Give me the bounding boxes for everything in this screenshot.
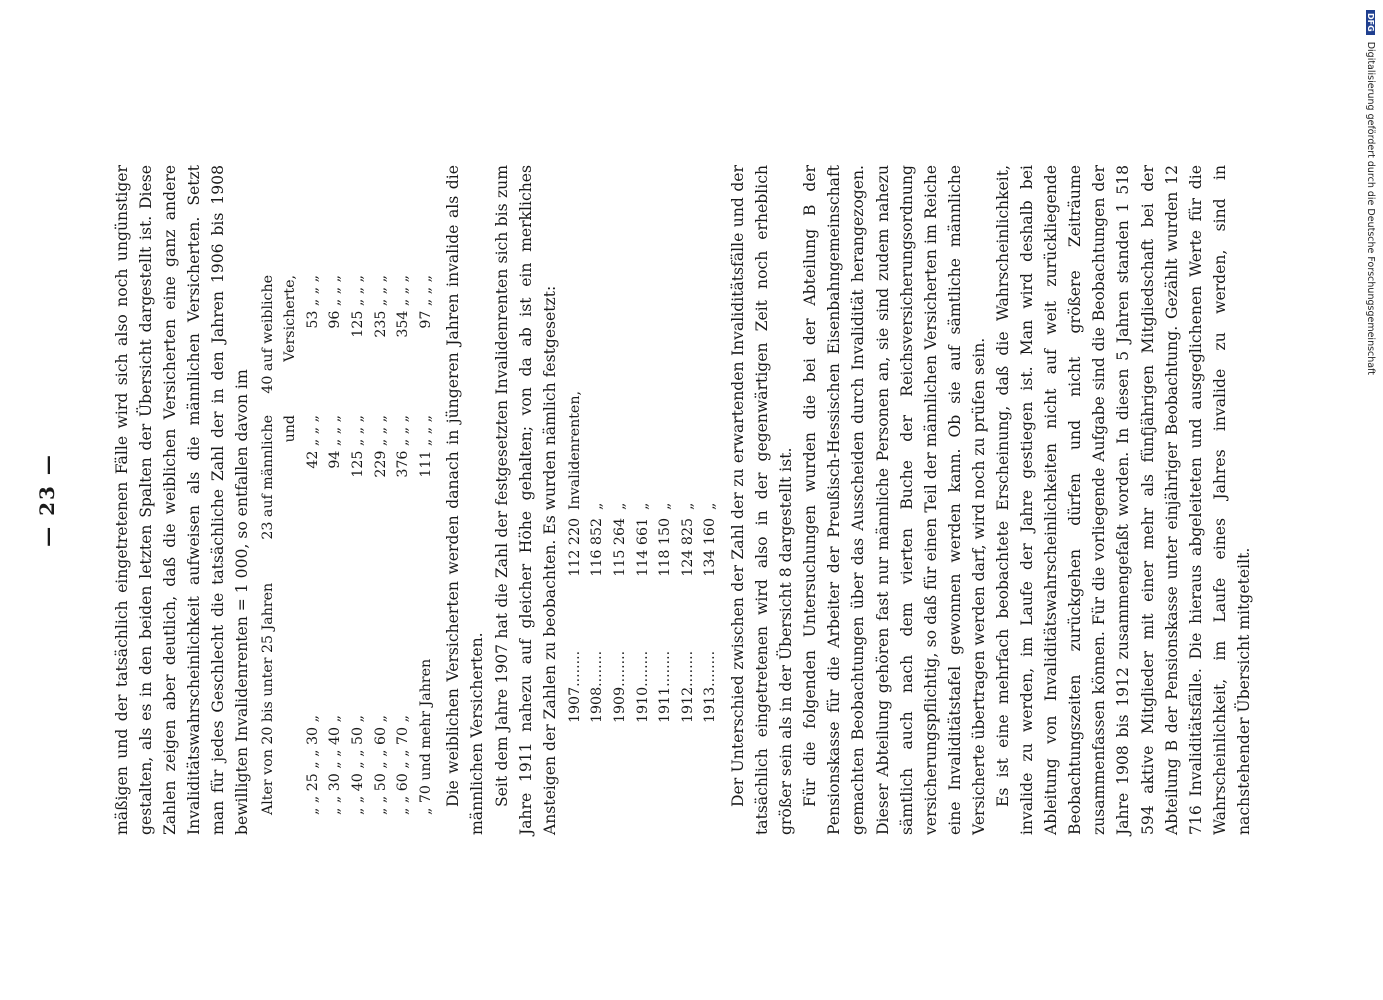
paragraph-unterschied: Der Unterschied zwischen der Zahl der zu erwartenden Invaliditätsfälle und der tatsächlich eingetretenen wird also in der gegenwärtigen Zeit noch erheblich größer sein als in der Übersicht 8 dargestellt ist.	[728, 165, 796, 835]
year-label: 1911........	[657, 650, 674, 723]
year-row	[677, 165, 700, 723]
age-row	[415, 165, 438, 815]
rent-unit: „	[634, 502, 651, 510]
age-row	[257, 165, 302, 815]
age-label: „ 70 und mehr Jahren	[417, 658, 434, 815]
male-count: 23 auf männliche und	[259, 415, 299, 540]
age-label: „ „ 40 „ „ 50 „	[349, 715, 366, 815]
rent-count: 114 661	[634, 518, 651, 577]
year-row	[609, 165, 632, 723]
female-count: 235 „ „ „	[372, 275, 389, 338]
age-label: „ „ 25 „ „ 30 „	[304, 715, 321, 815]
age-label: „ „ 60 „ „ 70 „	[395, 715, 412, 815]
rent-count: 112 220	[566, 518, 583, 577]
year-row	[586, 165, 609, 723]
rent-count: 116 852	[589, 518, 606, 577]
age-label: „ „ 50 „ „ 60 „	[372, 715, 389, 815]
female-count: 354 „ „ „	[395, 275, 412, 338]
female-count: 125 „ „ „	[349, 275, 366, 338]
digitization-text: Digitalisierung gefördert durch die Deutsche Forschungsgemeinschaft	[1365, 41, 1376, 376]
paragraph-erscheinung: Es ist eine mehrfach beobachtete Erscheinung, daß die Wahrscheinlichkeit, invalide zu werden, im Laufe der Jahre gestiegen ist. Man wird deshalb bei Ableitung von Invaliditätswahrscheinlichkeiten nicht auf weit zurückliegende Beobachtungszeiten zurückgehen dürfen und nicht größere Zeiträume zusammenfassen können. Für die vorliegende Aufgabe sind die Beobachtungen der Jahre 1908 bis 1912 zusammengefaßt worden. In diesen 5 Jahren standen 1 518 594 aktive Mitglieder mit einer mehr als fünfjährigen Mitgliedschaft bei der Abteilung B der Pensionskasse unter einjähriger Beobachtung. Gezählt wurden 12 716 Invaliditätsfälle. Die hieraus abgeleiteten und ausgeglichenen Werte für die Wahrscheinlichkeit, im Laufe eines Jahres invalide zu werden, sind in nachstehender Übersicht mitgeteilt.	[993, 165, 1253, 835]
rent-unit: „	[611, 502, 628, 510]
year-row	[654, 165, 677, 723]
year-label: 1909........	[611, 650, 628, 723]
page-number: — 23 —	[35, 453, 59, 547]
year-table	[564, 165, 722, 723]
paragraph-top: mäßigen und der tatsächlich eingetretenen Fälle wird sich also noch ungünstiger gestalten, als es in den beiden letzten Spalten der Übersicht dargestellt ist. Diese Zahlen zeigen aber deutlich, daß die weiblichen Versicherten eine ganz andere Invaliditätswahrscheinlichkeit aufweisen als die männlichen Versicherten. Setzt man für jedes Geschlecht die tatsächliche Zahl der in den Jahren 1906 bis 1908 bewilligten Invalidenrenten = 1 000, so entfallen davon im	[113, 165, 252, 835]
male-count: 42 „ „ „	[304, 415, 321, 469]
paragraph-untersuchungen: Für die folgenden Untersuchungen wurden die bei der Abteilung B der Pensionskasse für die Arbeiter der Preußisch-Hessischen Eisenbahngemeinschaft gemachten Beobachtungen über das Ausscheiden durch Invalidität herangezogen. Dieser Abteilung gehören fast nur männliche Personen an, sie sind zudem nahezu sämtlich auch nach dem vierten Buche der Reichsversicherungsordnung versicherungspflichtig, so daß für einen Teil der männlichen Versicherten im Reiche eine Invaliditätstafel gewonnen werden kann. Ob sie auf sämtliche männliche Versicherte übertragen werden darf, wird noch zu prüfen sein.	[801, 165, 988, 835]
rent-count: 124 825	[679, 518, 696, 577]
digitization-note	[1365, 10, 1376, 375]
female-count: 40 auf weibliche Versicherte,	[259, 275, 299, 394]
rent-unit: Invalidenrenten,	[566, 391, 583, 510]
year-label: 1913........	[702, 650, 719, 723]
age-table	[257, 165, 438, 815]
page-body	[110, 165, 1256, 835]
year-label: 1912........	[679, 650, 696, 723]
paragraph-before-years: Seit dem Jahre 1907 hat die Zahl der festgesetzten Invalidenrenten sich bis zum Jahre 1911 nahezu auf gleicher Höhe gehalten; von da ab ist ein merkliches Ansteigen der Zahlen zu beobachten. Es wurden nämlich festgesetzt:	[492, 165, 559, 835]
rent-unit: „	[702, 502, 719, 510]
age-row	[392, 165, 415, 815]
rent-count: 118 150	[657, 518, 674, 577]
age-label: „ „ 30 „ „ 40 „	[327, 715, 344, 815]
female-count: 97 „ „ „	[417, 275, 434, 329]
age-row	[302, 165, 325, 815]
male-count: 94 „ „ „	[327, 415, 344, 469]
age-label: Alter von 20 bis unter 25 Jahren	[259, 582, 276, 815]
year-label: 1910........	[634, 650, 651, 723]
year-row	[632, 165, 655, 723]
female-count: 96 „ „ „	[327, 275, 344, 329]
year-row	[699, 165, 722, 723]
rotated-document-page	[35, 165, 1253, 835]
rent-count: 115 264	[611, 518, 628, 577]
age-row	[324, 165, 347, 815]
age-row	[347, 165, 370, 815]
rent-unit: „	[679, 502, 696, 510]
dfg-logo: DFG	[1366, 10, 1375, 35]
year-row	[564, 165, 587, 723]
year-label: 1907........	[566, 650, 583, 723]
male-count: 229 „ „ „	[372, 415, 389, 478]
male-count: 111 „ „ „	[417, 415, 434, 478]
rent-unit: „	[589, 502, 606, 510]
male-count: 125 „ „ „	[349, 415, 366, 478]
age-row	[370, 165, 393, 815]
rent-count: 134 160	[702, 518, 719, 577]
female-count: 53 „ „ „	[304, 275, 321, 329]
paragraph-after-ages: Die weiblichen Versicherten werden danach in jüngeren Jahren invalide als die männlichen Versicherten.	[444, 165, 487, 835]
male-count: 376 „ „ „	[395, 415, 412, 478]
rent-unit: „	[657, 502, 674, 510]
year-label: 1908........	[589, 650, 606, 723]
